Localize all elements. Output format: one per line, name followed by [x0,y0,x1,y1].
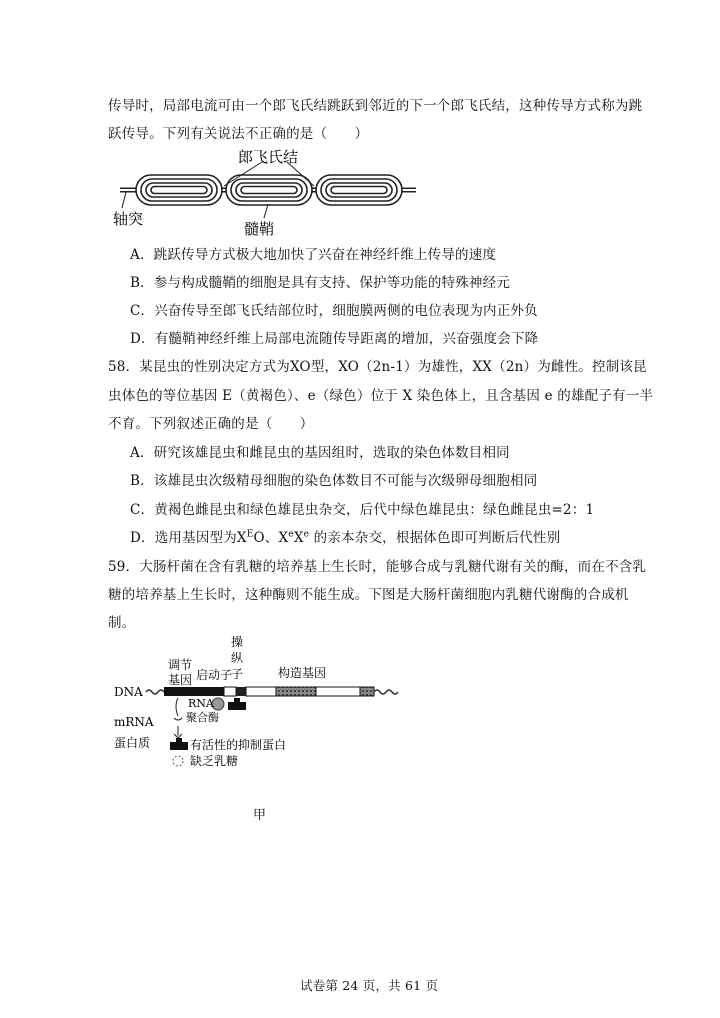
node-label: 郎飞氏结 [238,148,299,166]
q59-line3: 制。 [108,615,136,631]
myelin-pointer [264,204,268,218]
regulator-label-2: 基因 [168,673,193,687]
lac-operon-figure [110,634,410,774]
promoter-label: 启动子 [196,668,233,682]
structural-gene-label: 构造基因 [278,666,327,680]
promoter-block [224,687,236,696]
operator-label-3: 子 [231,667,244,681]
regulator-gene-block [164,687,224,696]
transcription-arrow [176,698,178,716]
dna-label: DNA [114,685,143,699]
free-repressor-shape [170,738,188,750]
lactose-absent-icon [173,756,183,766]
q59-line2: 糖的培养基上生长时，这种酶则不能生成。下图是大肠杆菌细胞内乳糖代谢酶的合成机 [108,587,629,603]
protein-label: 蛋白质 [114,736,151,750]
q57-option-d: D．有髓鞘神经纤维上局部电流随传导距离的增加，兴奋强度会下降 [130,331,539,347]
myelin-segment-3 [316,175,402,205]
structural-gene-block-4 [360,687,374,696]
structural-gene-block-3 [316,687,360,696]
q58-line1: 58．某昆虫的性别决定方式为XO型，XO（2n-1）为雄性，XX（2n）为雌性。控制该昆 [108,359,647,375]
structural-gene-block-2 [276,687,316,696]
mrna-strand [174,718,182,720]
dna-squiggle-right [374,690,398,694]
q58-line2: 虫体色的等位基因 E（黄褐色）、e（绿色）位于 X 染色体上，且含基因 e 的雄配子有一半 [108,388,654,404]
q58-option-d: D．选用基因型为$X^EO$、XeXe 的亲本杂交，根据体色即可判断后代性别 [130,529,561,546]
myelin-segment-1 [136,175,222,205]
q57-line1: 传导时，局部电流可由一个郎飞氏结跳跃到邻近的下一个郎飞氏结，这种传导方式称为跳 [108,98,643,114]
regulator-label-1: 调节 [168,658,193,672]
q57-option-a: A．跳跃传导方式极大地加快了兴奋在神经纤维上传导的速度 [130,247,497,263]
rnap-label-2: 聚合酶 [186,711,219,724]
repressor-label: 有活性的抑制蛋白 [190,738,287,752]
myelin-label: 髓鞘 [244,220,275,238]
lactose-label: 缺乏乳糖 [190,754,239,768]
page-footer: 试卷第 24 页，共 61 页 [300,978,439,993]
operator-label-1: 操 [231,635,244,649]
figure-caption: 甲 [253,808,267,823]
q58-option-a: A．研究该雄昆虫和雌昆虫的基因组时，选取的染色体数目相同 [130,445,510,461]
operator-block [236,687,246,696]
q57-option-c: C．兴奋传导至郎飞氏结部位时，细胞膜两侧的电位表现为内正外负 [130,303,538,319]
operator-label-2: 纵 [231,651,244,665]
q58-option-b: B．该雄昆虫次级精母细胞的染色体数目不可能与次级卵母细胞相同 [130,473,538,489]
axon-pointer [122,192,126,208]
nerve-fiber-figure [112,146,422,238]
structural-gene-block-1 [246,687,276,696]
mrna-label: mRNA [114,715,154,729]
q57-line2: 跃传导。下列有关说法不正确的是（ ） [108,126,369,142]
q58-line3: 不育。下列叙述正确的是（ ） [108,416,314,432]
axon-label: 轴突 [113,210,144,228]
q57-option-b: B．参与构成髓鞘的细胞是具有支持、保护等功能的特殊神经元 [130,275,511,291]
rnap-label-1: RNA [188,697,214,710]
myelin-segment-2 [226,175,312,205]
q59-line1: 59．大肠杆菌在含有乳糖的培养基上生长时，能够合成与乳糖代谢有关的酶，而在不含乳 [108,559,647,575]
q58-option-c: C．黄褐色雌昆虫和绿色雄昆虫杂交，后代中绿色雄昆虫：绿色雌昆虫=2：1 [130,502,595,518]
bound-repressor-shape [228,698,246,710]
dna-squiggle-left [146,690,164,694]
